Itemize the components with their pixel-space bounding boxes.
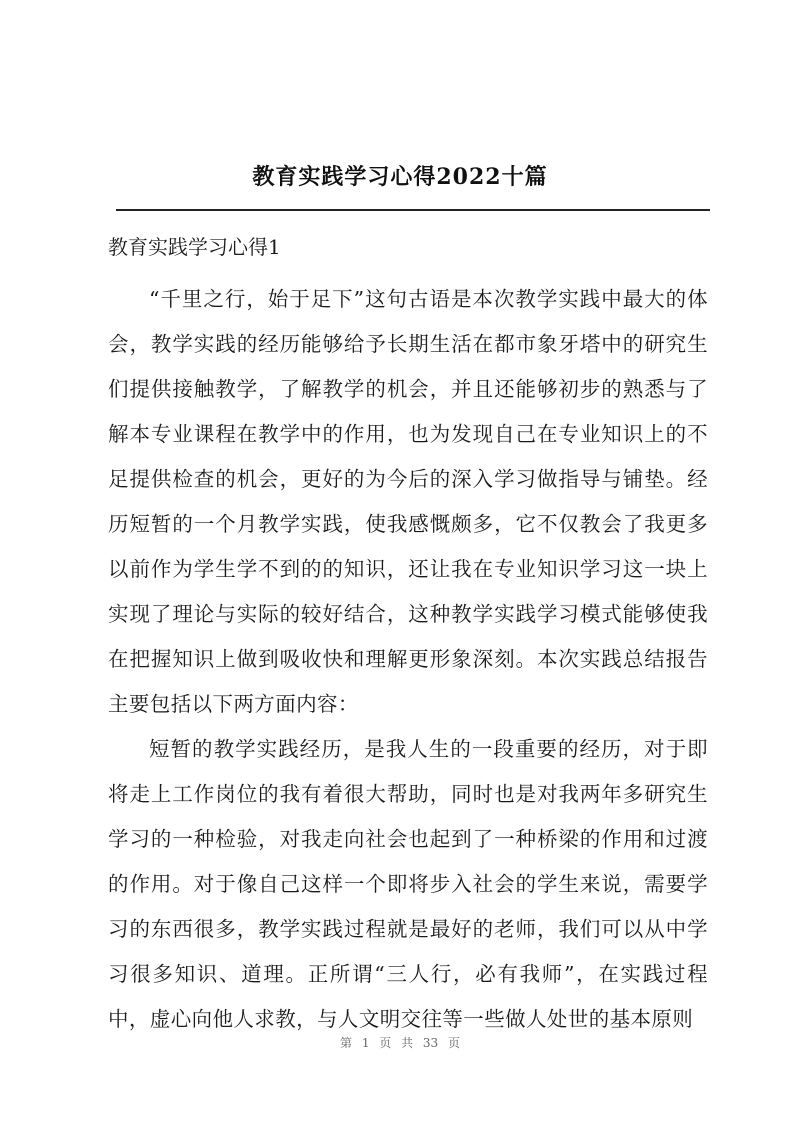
paragraph-2: 短暂的教学实践经历，是我人生的一段重要的经历，对于即将走上工作岗位的我有着很大帮助，同时也是对我两年多研究生学习的一种检验，对我走向社会也起到了一种桥梁的作用和过渡的作用。对于像自己这样一个即将步入社会的学生来说，需要学习的东西很多，教学实践过程就是最好的老师，我们可以从中学习很多知识、道理。正所谓“三人行，必有我师”，在实践过程中，虚心向他人求教，与人文明交往等一些做人处世的基本原则 (108, 737, 708, 1031)
title-divider (116, 209, 710, 211)
page-number-footer: 第 1 页 共 33 页 (340, 1036, 460, 1050)
page-title: 教育实践学习心得2022十篇 (252, 164, 548, 190)
section-heading: 教育实践学习心得1 (108, 235, 281, 259)
document-body (108, 232, 708, 1042)
paragraph-1: “千里之行，始于足下”这句古语是本次教学实践中最大的体会，教学实践的经历能够给予长期生活在都市象牙塔中的研究生们提供接触教学，了解教学的机会，并且还能够初步的熟悉与了解本专业课程在教学中的作用，也为发现自己在专业知识上的不足提供检查的机会，更好的为今后的深入学习做指导与铺垫。经历短暂的一个月教学实践，使我感慨颇多，它不仅教会了我更多以前作为学生学不到的的知识，还让我在专业知识学习这一块上实现了理论与实际的较好结合，这种教学实践学习模式能够使我在把握知识上做到吸收快和理解更形象深刻。本次实践总结报告主要包括以下两方面内容： (108, 287, 708, 716)
